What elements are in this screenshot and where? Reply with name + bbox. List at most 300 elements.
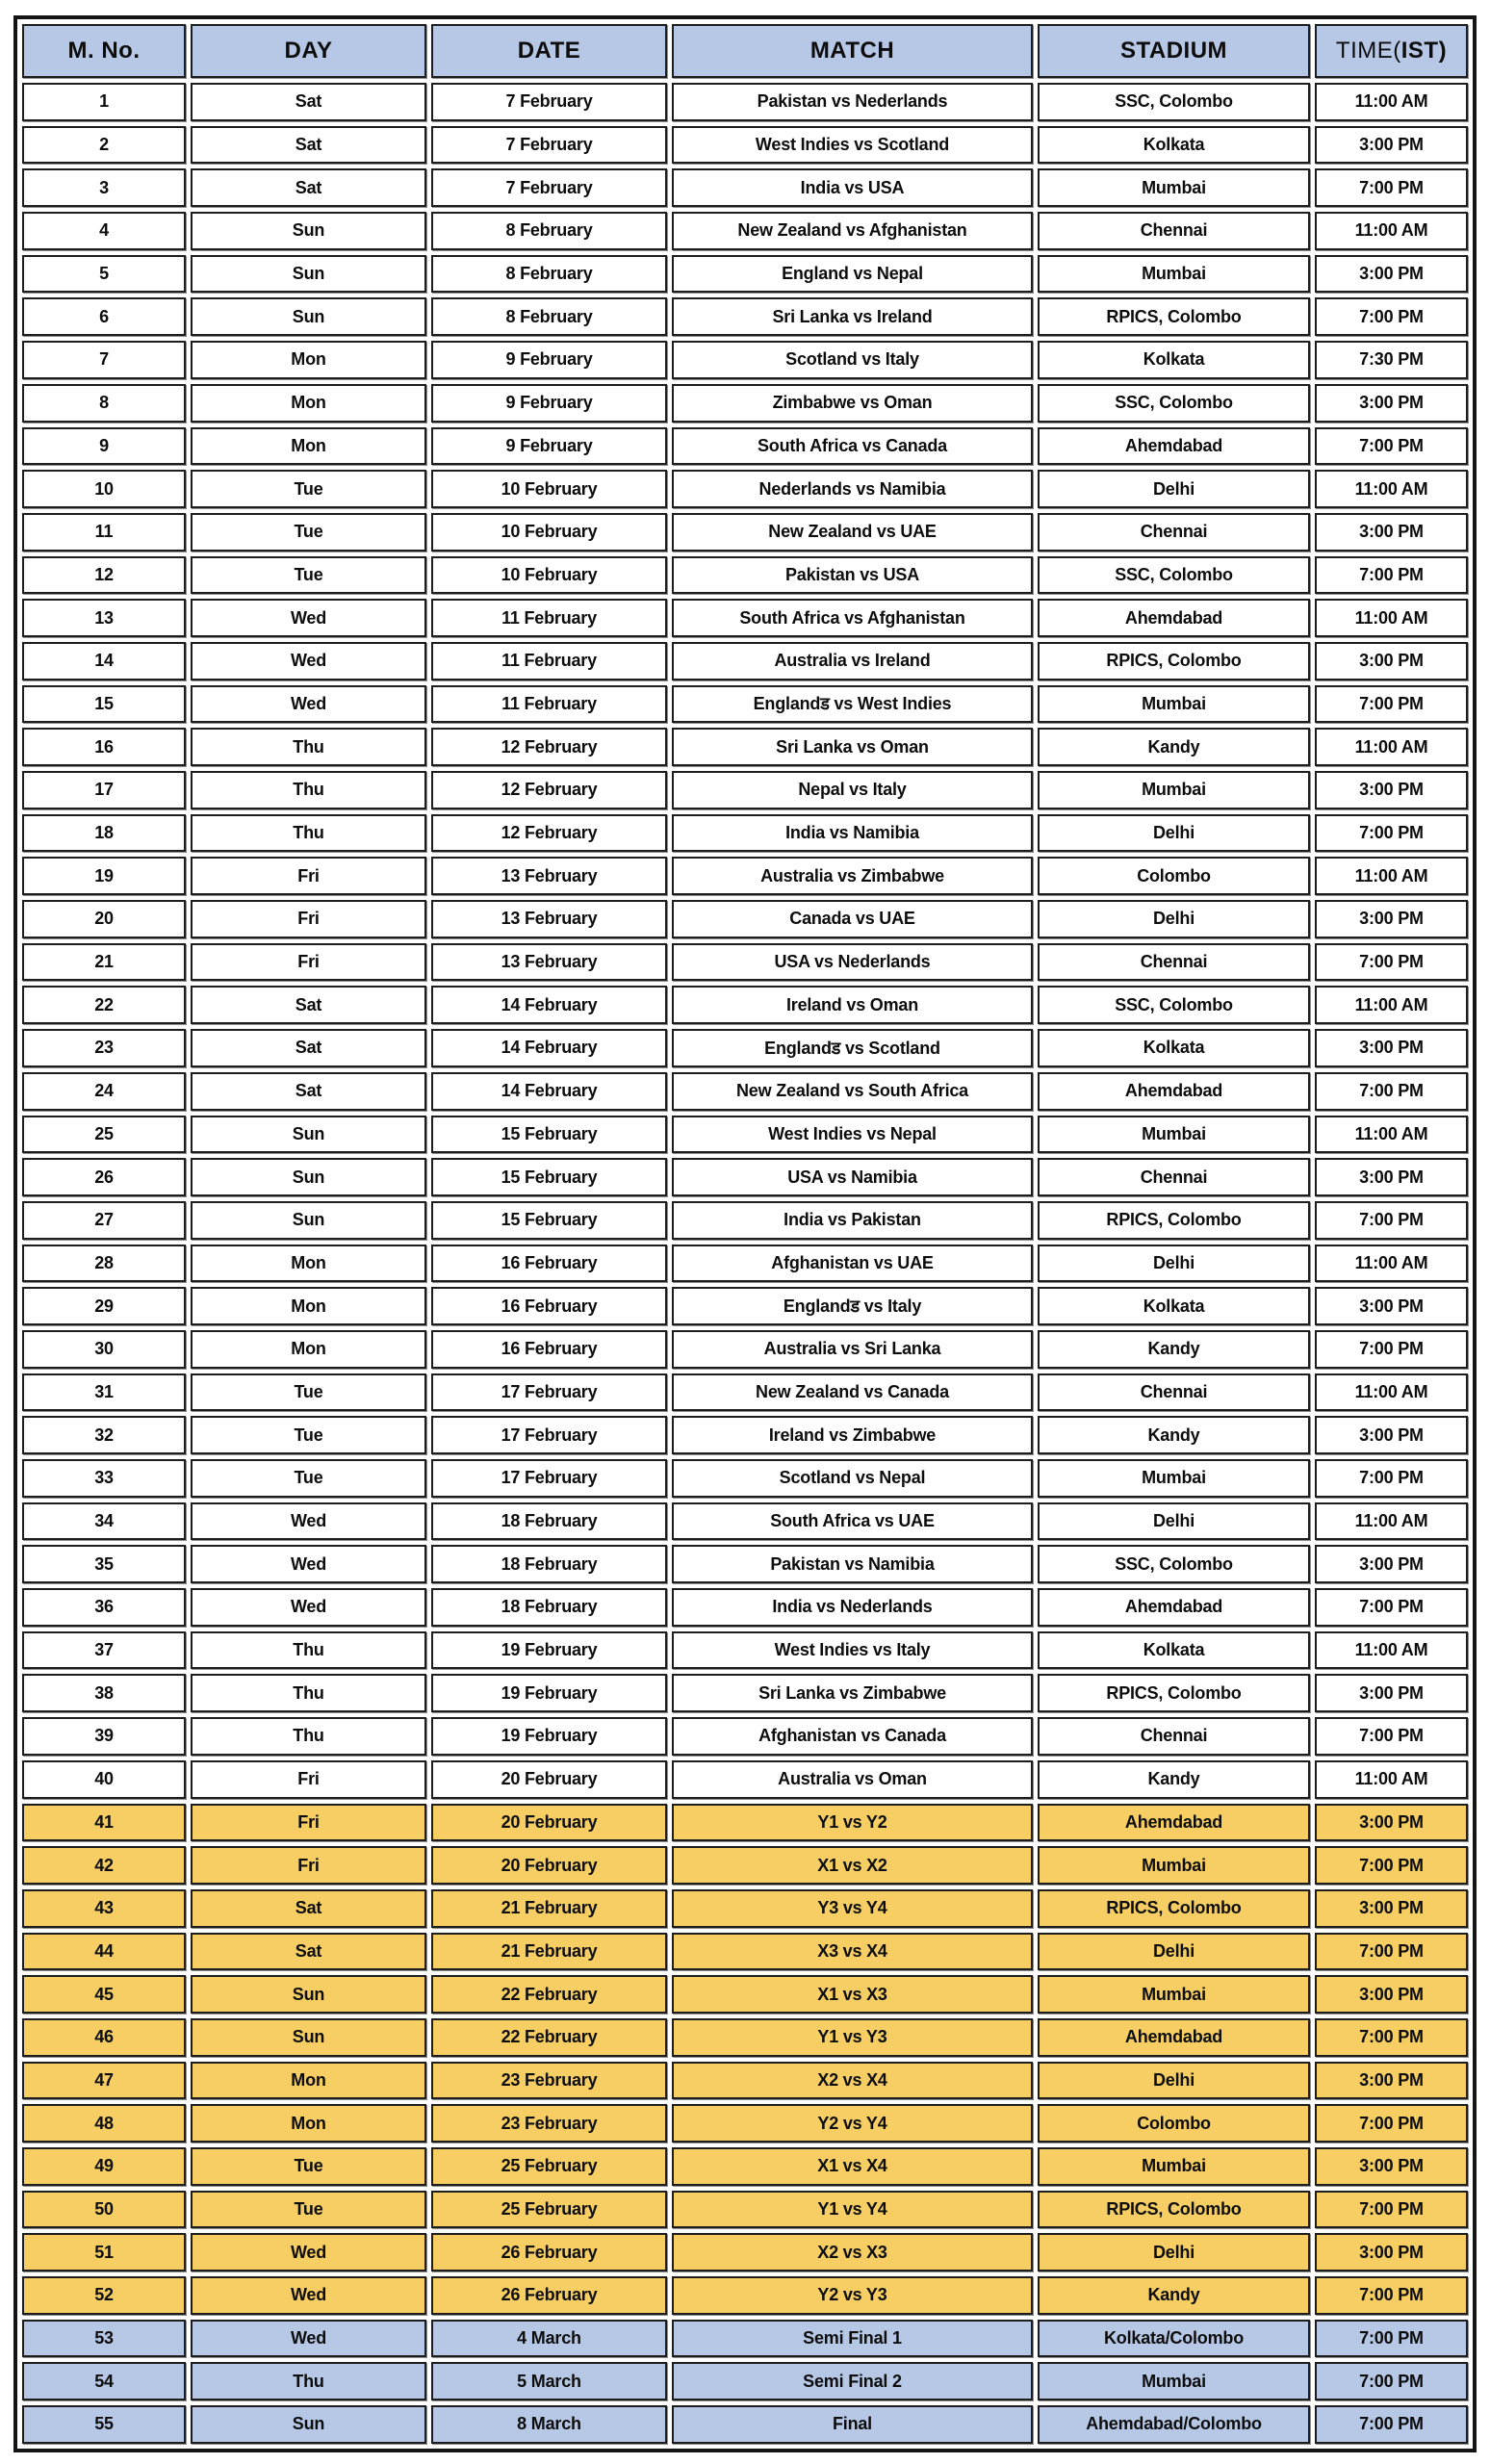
match-no-cell: 22 [22, 986, 186, 1024]
stadium-cell: Mumbai [1038, 168, 1310, 207]
match-no-cell: 16 [22, 728, 186, 766]
match-cell: Pakistan vs Nederlands [672, 83, 1033, 121]
match-cell: New Zealand vs Afghanistan [672, 212, 1033, 250]
header-stadium: STADIUM [1038, 24, 1310, 78]
date-cell: 15 February [431, 1116, 667, 1154]
date-cell: 17 February [431, 1373, 667, 1412]
match-no-cell: 24 [22, 1072, 186, 1111]
time-cell: 7:00 PM [1315, 1717, 1468, 1756]
stadium-cell: Chennai [1038, 513, 1310, 552]
date-cell: 16 February [431, 1330, 667, 1369]
table-row [22, 1459, 1468, 1498]
time-cell: 7:00 PM [1315, 1588, 1468, 1627]
match-no-cell: 1 [22, 83, 186, 121]
date-cell: 22 February [431, 2018, 667, 2057]
match-no-cell: 4 [22, 212, 186, 250]
stadium-cell: Kolkata [1038, 341, 1310, 379]
match-no-cell: 19 [22, 857, 186, 895]
day-cell: Mon [191, 341, 426, 379]
date-cell: 25 February [431, 2147, 667, 2186]
match-cell: Ireland vs Oman [672, 986, 1033, 1024]
time-cell: 11:00 AM [1315, 986, 1468, 1024]
day-cell: Fri [191, 1760, 426, 1799]
match-no-cell: 23 [22, 1029, 186, 1067]
stadium-cell: Kolkata [1038, 1631, 1310, 1670]
match-cell: Ireland vs Zimbabwe [672, 1416, 1033, 1454]
match-no-cell: 6 [22, 297, 186, 336]
match-no-cell: 25 [22, 1116, 186, 1154]
table-row [22, 2018, 1468, 2057]
match-no-cell: 48 [22, 2104, 186, 2143]
time-cell: 7:00 PM [1315, 1201, 1468, 1240]
stadium-cell: Chennai [1038, 1158, 1310, 1196]
day-cell: Mon [191, 2104, 426, 2143]
time-cell: 11:00 AM [1315, 1373, 1468, 1412]
day-cell: Tue [191, 2191, 426, 2229]
date-cell: 8 February [431, 212, 667, 250]
match-cell: USA vs Namibia [672, 1158, 1033, 1196]
stadium-cell: Ahemdabad [1038, 599, 1310, 637]
time-cell: 3:00 PM [1315, 1804, 1468, 1842]
stadium-cell: Mumbai [1038, 255, 1310, 294]
match-no-cell: 41 [22, 1804, 186, 1842]
stadium-cell: Mumbai [1038, 2362, 1310, 2400]
match-no-cell: 15 [22, 685, 186, 724]
match-no-cell: 7 [22, 341, 186, 379]
stadium-cell: Kolkata [1038, 1287, 1310, 1325]
table-row [22, 1245, 1468, 1283]
date-cell: 18 February [431, 1502, 667, 1541]
header-day: DAY [191, 24, 426, 78]
day-cell: Sun [191, 1975, 426, 2014]
stadium-cell: Kandy [1038, 1416, 1310, 1454]
match-cell: X1 vs X2 [672, 1846, 1033, 1885]
table-row [22, 126, 1468, 165]
date-cell: 17 February [431, 1416, 667, 1454]
stadium-cell: Ahemdabad/Colombo [1038, 2405, 1310, 2444]
date-cell: 19 February [431, 1717, 667, 1756]
day-cell: Wed [191, 642, 426, 680]
match-no-cell: 42 [22, 1846, 186, 1885]
match-cell: X3 vs X4 [672, 1933, 1033, 1971]
match-cell: Afghanistan vs UAE [672, 1245, 1033, 1283]
stadium-cell: Delhi [1038, 814, 1310, 853]
match-cell: India vs Namibia [672, 814, 1033, 853]
day-cell: Mon [191, 384, 426, 423]
date-cell: 12 February [431, 728, 667, 766]
table-row [22, 728, 1468, 766]
match-cell: Sri Lanka vs Ireland [672, 297, 1033, 336]
day-cell: Tue [191, 1459, 426, 1498]
header-time [1315, 24, 1468, 78]
match-no-cell: 35 [22, 1545, 186, 1583]
date-cell: 11 February [431, 599, 667, 637]
date-cell: 16 February [431, 1287, 667, 1325]
day-cell: Tue [191, 1416, 426, 1454]
day-cell: Sat [191, 986, 426, 1024]
match-cell: Australia vs Sri Lanka [672, 1330, 1033, 1369]
match-no-cell: 28 [22, 1245, 186, 1283]
date-cell: 26 February [431, 2233, 667, 2272]
table-row [22, 1717, 1468, 1756]
stadium-cell: Chennai [1038, 1717, 1310, 1756]
match-schedule-table [13, 15, 1477, 2452]
time-cell: 7:00 PM [1315, 1933, 1468, 1971]
match-cell: Final [672, 2405, 1033, 2444]
table-row [22, 1631, 1468, 1670]
stadium-cell: SSC, Colombo [1038, 1545, 1310, 1583]
match-no-cell: 10 [22, 470, 186, 508]
date-cell: 17 February [431, 1459, 667, 1498]
date-cell: 10 February [431, 556, 667, 595]
match-cell: Australia vs Zimbabwe [672, 857, 1033, 895]
day-cell: Sat [191, 126, 426, 165]
time-cell: 7:00 PM [1315, 2362, 1468, 2400]
match-cell: Semi Final 2 [672, 2362, 1033, 2400]
match-cell: X1 vs X4 [672, 2147, 1033, 2186]
date-cell: 14 February [431, 986, 667, 1024]
table-row [22, 2147, 1468, 2186]
time-cell: 7:00 PM [1315, 427, 1468, 466]
time-cell: 3:00 PM [1315, 1889, 1468, 1928]
table-row [22, 255, 1468, 294]
date-cell: 7 February [431, 83, 667, 121]
match-cell: Englandड vs Italy [672, 1287, 1033, 1325]
date-cell: 15 February [431, 1201, 667, 1240]
table-row [22, 986, 1468, 1024]
time-cell: 3:00 PM [1315, 1287, 1468, 1325]
stadium-cell: Ahemdabad [1038, 2018, 1310, 2057]
stadium-cell: Mumbai [1038, 2147, 1310, 2186]
day-cell: Sun [191, 2405, 426, 2444]
date-cell: 7 February [431, 168, 667, 207]
stadium-cell: Delhi [1038, 1502, 1310, 1541]
time-cell: 3:00 PM [1315, 642, 1468, 680]
day-cell: Wed [191, 1502, 426, 1541]
time-cell: 3:00 PM [1315, 1674, 1468, 1712]
stadium-cell: RPICS, Colombo [1038, 1674, 1310, 1712]
table-row [22, 384, 1468, 423]
date-cell: 11 February [431, 685, 667, 724]
stadium-cell: RPICS, Colombo [1038, 1889, 1310, 1928]
match-cell: New Zealand vs South Africa [672, 1072, 1033, 1111]
day-cell: Fri [191, 857, 426, 895]
day-cell: Fri [191, 943, 426, 982]
table-row [22, 1760, 1468, 1799]
day-cell: Wed [191, 2276, 426, 2315]
match-no-cell: 18 [22, 814, 186, 853]
header-date: DATE [431, 24, 667, 78]
table-row [22, 1588, 1468, 1627]
match-cell: Pakistan vs USA [672, 556, 1033, 595]
date-cell: 14 February [431, 1029, 667, 1067]
match-no-cell: 31 [22, 1373, 186, 1412]
match-cell: X2 vs X3 [672, 2233, 1033, 2272]
table-row [22, 556, 1468, 595]
date-cell: 8 February [431, 255, 667, 294]
time-cell: 3:00 PM [1315, 1975, 1468, 2014]
day-cell: Sun [191, 2018, 426, 2057]
time-cell: 7:00 PM [1315, 168, 1468, 207]
stadium-cell: Ahemdabad [1038, 1588, 1310, 1627]
stadium-cell: RPICS, Colombo [1038, 642, 1310, 680]
time-cell: 3:00 PM [1315, 2233, 1468, 2272]
day-cell: Sun [191, 1201, 426, 1240]
day-cell: Thu [191, 771, 426, 809]
stadium-cell: Colombo [1038, 857, 1310, 895]
match-no-cell: 51 [22, 2233, 186, 2272]
date-cell: 25 February [431, 2191, 667, 2229]
stadium-cell: SSC, Colombo [1038, 83, 1310, 121]
table-row [22, 857, 1468, 895]
date-cell: 14 February [431, 1072, 667, 1111]
table-row [22, 1373, 1468, 1412]
table-row [22, 2062, 1468, 2100]
match-cell: Englandड vs Scotland [672, 1029, 1033, 1067]
match-cell: Australia vs Ireland [672, 642, 1033, 680]
match-cell: West Indies vs Italy [672, 1631, 1033, 1670]
table-row [22, 513, 1468, 552]
table-header [22, 24, 1468, 78]
match-cell: Scotland vs Nepal [672, 1459, 1033, 1498]
day-cell: Mon [191, 1287, 426, 1325]
stadium-cell: Kandy [1038, 1330, 1310, 1369]
stadium-cell: Ahemdabad [1038, 1804, 1310, 1842]
table-row [22, 2191, 1468, 2229]
table-row [22, 2405, 1468, 2444]
table-row [22, 1416, 1468, 1454]
stadium-cell: RPICS, Colombo [1038, 1201, 1310, 1240]
time-cell: 7:00 PM [1315, 1459, 1468, 1498]
day-cell: Sat [191, 1072, 426, 1111]
match-cell: England vs Nepal [672, 255, 1033, 294]
stadium-cell: Mumbai [1038, 1116, 1310, 1154]
time-cell: 11:00 AM [1315, 1760, 1468, 1799]
header-match-no: M. No. [22, 24, 186, 78]
date-cell: 10 February [431, 470, 667, 508]
day-cell: Sun [191, 255, 426, 294]
day-cell: Sat [191, 1029, 426, 1067]
time-cell: 3:00 PM [1315, 1029, 1468, 1067]
match-cell: Scotland vs Italy [672, 341, 1033, 379]
table-row [22, 1804, 1468, 1842]
match-no-cell: 49 [22, 2147, 186, 2186]
match-no-cell: 43 [22, 1889, 186, 1928]
day-cell: Tue [191, 2147, 426, 2186]
time-cell: 7:00 PM [1315, 2405, 1468, 2444]
date-cell: 23 February [431, 2062, 667, 2100]
day-cell: Wed [191, 685, 426, 724]
date-cell: 7 February [431, 126, 667, 165]
day-cell: Thu [191, 1717, 426, 1756]
match-cell: USA vs Nederlands [672, 943, 1033, 982]
date-cell: 22 February [431, 1975, 667, 2014]
day-cell: Sat [191, 168, 426, 207]
match-no-cell: 52 [22, 2276, 186, 2315]
table-row [22, 1545, 1468, 1583]
table-row [22, 2320, 1468, 2358]
header-row [22, 24, 1468, 78]
stadium-cell: Kolkata [1038, 1029, 1310, 1067]
match-no-cell: 5 [22, 255, 186, 294]
day-cell: Mon [191, 1245, 426, 1283]
table-row [22, 1116, 1468, 1154]
day-cell: Sun [191, 297, 426, 336]
match-cell: Nederlands vs Namibia [672, 470, 1033, 508]
date-cell: 20 February [431, 1760, 667, 1799]
stadium-cell: Mumbai [1038, 771, 1310, 809]
day-cell: Mon [191, 1330, 426, 1369]
stadium-cell: RPICS, Colombo [1038, 2191, 1310, 2229]
match-cell: Sri Lanka vs Zimbabwe [672, 1674, 1033, 1712]
date-cell: 8 February [431, 297, 667, 336]
time-cell: 11:00 AM [1315, 212, 1468, 250]
match-no-cell: 14 [22, 642, 186, 680]
match-cell: Y1 vs Y4 [672, 2191, 1033, 2229]
time-cell: 7:00 PM [1315, 814, 1468, 853]
match-no-cell: 40 [22, 1760, 186, 1799]
date-cell: 13 February [431, 857, 667, 895]
day-cell: Thu [191, 814, 426, 853]
table-row [22, 83, 1468, 121]
match-no-cell: 29 [22, 1287, 186, 1325]
time-cell: 7:00 PM [1315, 685, 1468, 724]
time-cell: 7:00 PM [1315, 297, 1468, 336]
stadium-cell: Ahemdabad [1038, 1072, 1310, 1111]
day-cell: Tue [191, 1373, 426, 1412]
table-row [22, 1889, 1468, 1928]
table-row [22, 1502, 1468, 1541]
match-cell: South Africa vs UAE [672, 1502, 1033, 1541]
date-cell: 9 February [431, 427, 667, 466]
match-cell: Y1 vs Y3 [672, 2018, 1033, 2057]
time-cell: 11:00 AM [1315, 728, 1468, 766]
match-cell: India vs USA [672, 168, 1033, 207]
match-no-cell: 17 [22, 771, 186, 809]
stadium-cell: SSC, Colombo [1038, 986, 1310, 1024]
match-no-cell: 38 [22, 1674, 186, 1712]
stadium-cell: Kandy [1038, 728, 1310, 766]
day-cell: Thu [191, 1631, 426, 1670]
match-cell: Australia vs Oman [672, 1760, 1033, 1799]
date-cell: 19 February [431, 1631, 667, 1670]
match-no-cell: 34 [22, 1502, 186, 1541]
stadium-cell: Mumbai [1038, 685, 1310, 724]
day-cell: Fri [191, 1804, 426, 1842]
date-cell: 4 March [431, 2320, 667, 2358]
match-cell: West Indies vs Nepal [672, 1116, 1033, 1154]
time-cell: 11:00 AM [1315, 1245, 1468, 1283]
header-time-ist: IST) [1400, 38, 1448, 64]
match-no-cell: 12 [22, 556, 186, 595]
match-cell: Y1 vs Y2 [672, 1804, 1033, 1842]
stadium-cell: SSC, Colombo [1038, 556, 1310, 595]
time-cell: 7:00 PM [1315, 556, 1468, 595]
match-no-cell: 39 [22, 1717, 186, 1756]
match-cell: Nepal vs Italy [672, 771, 1033, 809]
table-row [22, 1674, 1468, 1712]
table-row [22, 943, 1468, 982]
table-row [22, 642, 1468, 680]
day-cell: Sun [191, 212, 426, 250]
match-no-cell: 20 [22, 900, 186, 938]
stadium-cell: Mumbai [1038, 1975, 1310, 2014]
date-cell: 15 February [431, 1158, 667, 1196]
date-cell: 10 February [431, 513, 667, 552]
match-no-cell: 46 [22, 2018, 186, 2057]
date-cell: 13 February [431, 900, 667, 938]
table-row [22, 1029, 1468, 1067]
time-cell: 7:00 PM [1315, 1072, 1468, 1111]
table-row [22, 470, 1468, 508]
table-row [22, 297, 1468, 336]
day-cell: Wed [191, 1545, 426, 1583]
day-cell: Sun [191, 1116, 426, 1154]
table-row [22, 1287, 1468, 1325]
table-row [22, 1330, 1468, 1369]
match-cell: India vs Nederlands [672, 1588, 1033, 1627]
time-cell: 3:00 PM [1315, 2147, 1468, 2186]
day-cell: Thu [191, 1674, 426, 1712]
match-cell: Pakistan vs Namibia [672, 1545, 1033, 1583]
schedule-body [22, 83, 1468, 2444]
date-cell: 21 February [431, 1889, 667, 1928]
day-cell: Fri [191, 1846, 426, 1885]
match-cell: Canada vs UAE [672, 900, 1033, 938]
match-no-cell: 45 [22, 1975, 186, 2014]
day-cell: Tue [191, 556, 426, 595]
time-cell: 7:00 PM [1315, 1330, 1468, 1369]
match-cell: X1 vs X3 [672, 1975, 1033, 2014]
table-row [22, 1072, 1468, 1111]
table-row [22, 1158, 1468, 1196]
time-cell: 11:00 AM [1315, 470, 1468, 508]
match-no-cell: 27 [22, 1201, 186, 1240]
header-time-prefix: TIME( [1335, 38, 1401, 64]
day-cell: Wed [191, 2233, 426, 2272]
match-no-cell: 55 [22, 2405, 186, 2444]
match-cell: X2 vs X4 [672, 2062, 1033, 2100]
stadium-cell: Mumbai [1038, 1846, 1310, 1885]
match-cell: Englandड vs West Indies [672, 685, 1033, 724]
date-cell: 13 February [431, 943, 667, 982]
match-cell: Afghanistan vs Canada [672, 1717, 1033, 1756]
time-cell: 11:00 AM [1315, 599, 1468, 637]
date-cell: 18 February [431, 1545, 667, 1583]
time-cell: 3:00 PM [1315, 1158, 1468, 1196]
day-cell: Sun [191, 1158, 426, 1196]
time-cell: 3:00 PM [1315, 771, 1468, 809]
day-cell: Tue [191, 470, 426, 508]
date-cell: 18 February [431, 1588, 667, 1627]
table-row [22, 900, 1468, 938]
stadium-cell: Colombo [1038, 2104, 1310, 2143]
stadium-cell: Chennai [1038, 1373, 1310, 1412]
match-no-cell: 9 [22, 427, 186, 466]
date-cell: 11 February [431, 642, 667, 680]
stadium-cell: Delhi [1038, 2062, 1310, 2100]
time-cell: 7:00 PM [1315, 2191, 1468, 2229]
time-cell: 11:00 AM [1315, 1631, 1468, 1670]
day-cell: Wed [191, 2320, 426, 2358]
date-cell: 12 February [431, 814, 667, 853]
match-no-cell: 30 [22, 1330, 186, 1369]
table-row [22, 599, 1468, 637]
match-cell: Zimbabwe vs Oman [672, 384, 1033, 423]
date-cell: 20 February [431, 1846, 667, 1885]
day-cell: Sat [191, 1933, 426, 1971]
day-cell: Sat [191, 1889, 426, 1928]
